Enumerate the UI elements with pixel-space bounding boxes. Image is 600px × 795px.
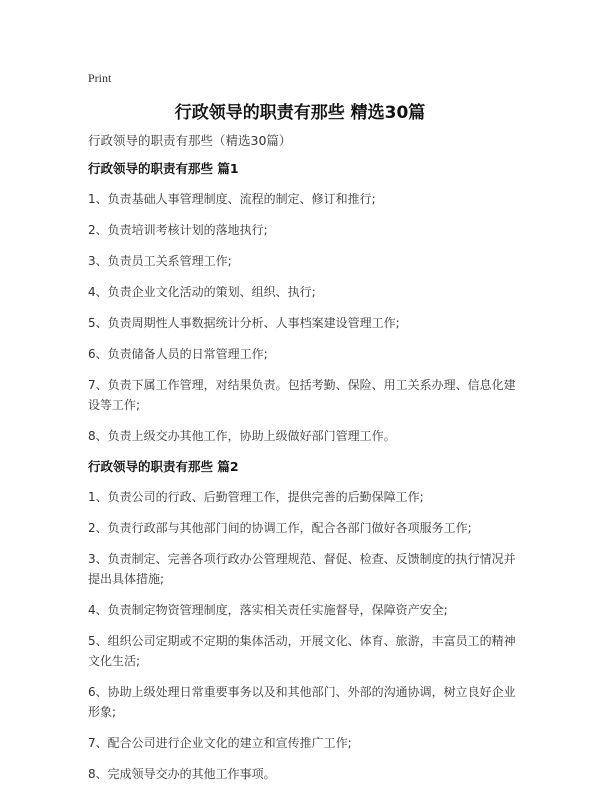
list-item: 1、负责基础人事管理制度、流程的制定、修订和推行; (88, 192, 376, 206)
list-item: 3、负责制定、完善各项行政办公管理规范、督促、检查、反馈制度的执行情况并提出具体措施; (88, 552, 516, 586)
section-heading-1: 行政领导的职责有那些 篇1 (88, 161, 239, 176)
list-item: 5、组织公司定期或不定期的集体活动，开展文化、体育、旅游，丰富员工的精神文化生活; (88, 634, 516, 668)
document-body (88, 131, 518, 795)
list-item: 8、完成领导交办的其他工作事项。 (88, 767, 276, 781)
list-item: 5、负责周期性人事数据统计分析、人事档案建设管理工作; (88, 316, 400, 330)
list-item: 4、负责制定物资管理制度，落实相关责任实施督导，保障资产安全; (88, 603, 448, 617)
list-item: 8、负责上级交办其他工作，协助上级做好部门管理工作。 (88, 429, 396, 443)
list-item: 4、负责企业文化活动的策划、组织、执行; (88, 285, 316, 299)
list-item: 1、负责公司的行政、后勤管理工作，提供完善的后勤保障工作; (88, 490, 424, 504)
list-item: 7、配合公司进行企业文化的建立和宣传推广工作; (88, 736, 352, 750)
list-item: 2、负责培训考核计划的落地执行; (88, 223, 268, 237)
page-title: 行政领导的职责有那些 精选30篇 (174, 103, 426, 123)
list-item: 2、负责行政部与其他部门间的协调工作，配合各部门做好各项服务工作; (88, 521, 472, 535)
list-item: 6、协助上级处理日常重要事务以及和其他部门、外部的沟通协调，树立良好企业形象; (88, 685, 516, 719)
list-item: 3、负责员工关系管理工作; (88, 254, 232, 268)
document-subtitle: 行政领导的职责有那些（精选30篇） (88, 133, 292, 148)
print-label: Print (88, 71, 112, 85)
list-item: 7、负责下属工作管理，对结果负责。包括考勤、保险、用工关系办理、信息化建设等工作; (88, 378, 516, 412)
list-item: 6、负责储备人员的日常管理工作; (88, 347, 268, 361)
section-heading-2: 行政领导的职责有那些 篇2 (88, 459, 239, 474)
